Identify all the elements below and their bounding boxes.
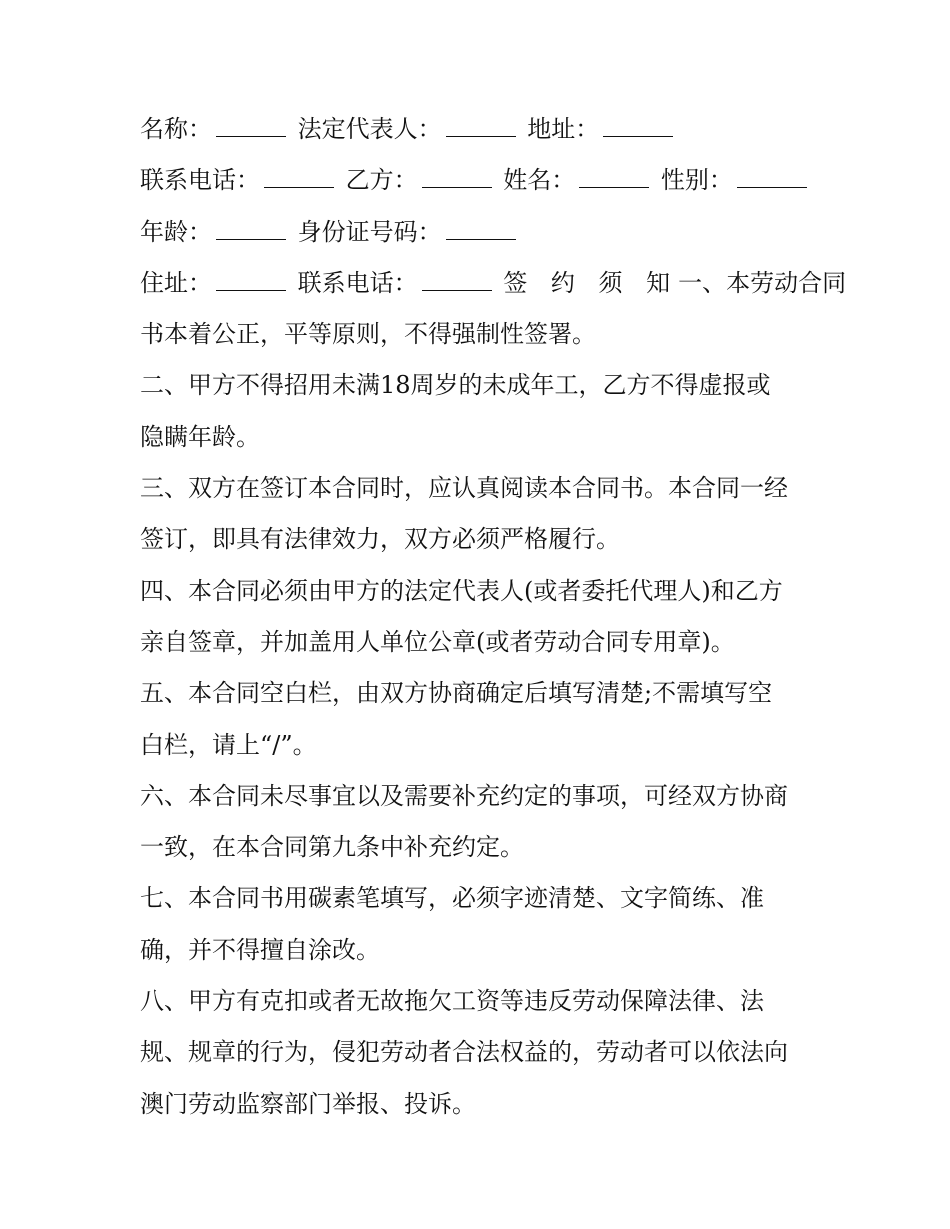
name-blank[interactable] — [216, 114, 286, 137]
notice-line: 一致，在本合同第九条中补充约定。 — [140, 833, 524, 862]
contract-document — [140, 104, 847, 1130]
gender-blank[interactable] — [737, 165, 807, 188]
notice-line: 亲自签章，并加盖用人单位公章(或者劳动合同专用章)。 — [140, 627, 735, 656]
notice-heading: 签 约 须 知 — [503, 268, 679, 297]
notice-first-item: 一、本劳动合同 — [678, 268, 847, 297]
residence-blank[interactable] — [216, 268, 286, 291]
party-b-label: 乙方： — [345, 166, 418, 195]
party-b-blank[interactable] — [422, 165, 492, 188]
phone2-label: 联系电话： — [297, 268, 418, 297]
party-a-info-line — [140, 104, 820, 155]
phone-label: 联系电话： — [140, 166, 260, 195]
notice-line: 三、双方在签订本合同时，应认真阅读本合同书。本合同一经 — [140, 474, 788, 503]
id-blank[interactable] — [446, 217, 516, 240]
residence-label: 住址： — [140, 268, 212, 297]
address-label: 地址： — [527, 115, 600, 143]
legal-rep-blank[interactable] — [446, 114, 516, 137]
notice-line: 签订，即具有法律效力，双方必须严格履行。 — [140, 525, 620, 554]
gender-label: 性别： — [660, 166, 733, 195]
notice-line: 澳门劳动监察部门举报、投诉。 — [140, 1089, 476, 1118]
id-label: 身份证号码： — [297, 217, 442, 246]
notice-line: 书本着公正，平等原则，不得强制性签署。 — [140, 320, 596, 349]
contact-line — [140, 155, 820, 206]
notice-line: 规、规章的行为，侵犯劳动者合法权益的，劳动者可以依法向 — [140, 1038, 788, 1067]
person-name-blank[interactable] — [579, 165, 649, 188]
residence-line — [140, 258, 847, 309]
notice-line: 二、甲方不得招用未满18周岁的未成年工，乙方不得虚报或 — [140, 371, 771, 400]
person-name-label: 姓名： — [503, 166, 576, 195]
name-label: 名称： — [140, 115, 212, 143]
notice-line: 八、甲方有克扣或者无故拖欠工资等违反劳动保障法律、法 — [140, 987, 764, 1016]
notice-line: 四、本合同必须由甲方的法定代表人(或者委托代理人)和乙方 — [140, 576, 783, 605]
age-blank[interactable] — [216, 217, 286, 240]
notice-line: 六、本合同未尽事宜以及需要补充约定的事项，可经双方协商 — [140, 781, 788, 810]
legal-rep-label: 法定代表人： — [297, 115, 442, 143]
age-id-line — [140, 207, 820, 258]
notice-line: 白栏，请上“/”。 — [140, 730, 317, 759]
age-label: 年龄： — [140, 217, 212, 246]
notice-line: 确，并不得擅自涂改。 — [140, 935, 380, 964]
phone2-blank[interactable] — [422, 268, 492, 291]
notice-line: 隐瞒年龄。 — [140, 422, 260, 451]
notice-line: 五、本合同空白栏，由双方协商确定后填写清楚;不需填写空 — [140, 679, 773, 708]
notice-line: 七、本合同书用碳素笔填写，必须字迹清楚、文字简练、准 — [140, 884, 764, 913]
address-blank[interactable] — [603, 114, 673, 137]
phone-blank[interactable] — [264, 165, 334, 188]
